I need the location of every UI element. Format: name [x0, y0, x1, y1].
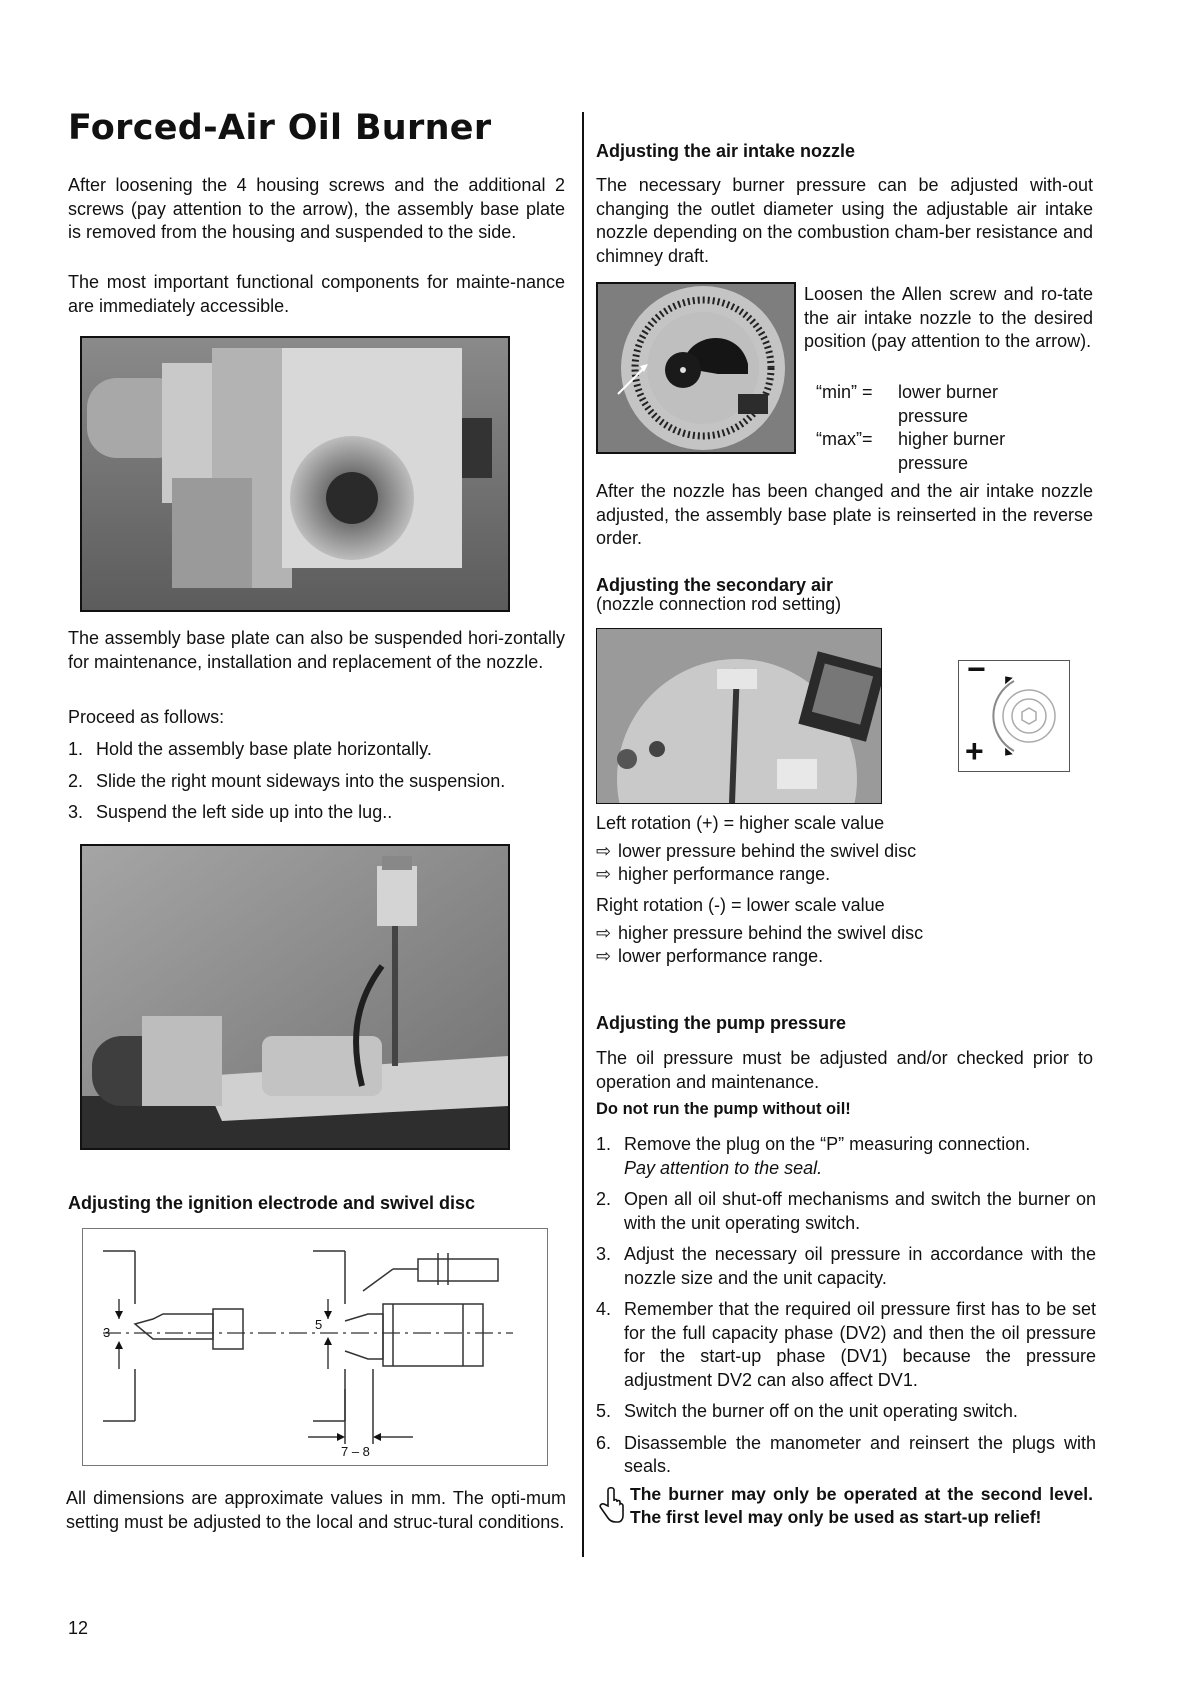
pump-warning: Do not run the pump without oil! [596, 1100, 851, 1118]
step-text: Remember that the required oil pressure first has to be set for the full capacity phase (DV2) and then the oil pressure for the start-up phase (DV1) because the pressure adjustment DV2 can also affect DV1. [624, 1299, 1096, 1390]
dimensions-note: All dimensions are approximate values in mm. The opti-mum setting must be adjusted to the local and struc-tural conditions. [66, 1488, 566, 1532]
step-number: 6. [596, 1432, 612, 1453]
air-intake-paragraph: The necessary burner pressure can be adjusted with-out changing the outlet diameter using the adjustable air intake nozzle depending on the combustion cham-ber resistance and chimney draft. [596, 175, 1093, 266]
left-rotation-line: Left rotation (+) = higher scale value [596, 813, 885, 833]
arrow-icon: ⇨ [596, 946, 612, 966]
loosen-screw-text: Loosen the Allen screw and ro-tate the air intake nozzle to the desired position (pay attention to the arrow). [804, 284, 1093, 351]
arrow-icon: ⇨ [596, 864, 612, 884]
pump-step [596, 1243, 1096, 1290]
step-number: 2. [596, 1189, 612, 1209]
horizontal-paragraph: The assembly base plate can also be suspended hori-zontally for maintenance, installation and replacement of the nozzle. [68, 628, 565, 672]
step-note: Pay attention to the seal. [624, 1157, 823, 1178]
step-number: 4. [596, 1299, 612, 1319]
gap-label-3: 3 [103, 1325, 111, 1340]
intro-paragraph: After loosening the 4 housing screws and the additional 2 screws (pay attention to the arrow), the assembly base plate is removed from the housing and suspended to the side. [68, 175, 565, 242]
step-text: Remove the plug on the “P” measuring connection. [624, 1134, 1031, 1154]
min-row [816, 381, 1096, 428]
air-intake-nozzle-photo [596, 282, 796, 454]
pump-step [596, 1188, 1096, 1235]
right-effect-2 [596, 945, 1096, 968]
procedure-steps [68, 738, 568, 825]
minus-sign: − [967, 651, 986, 687]
ignition-electrode-diagram [82, 1228, 548, 1466]
step-number: 5. [596, 1401, 612, 1421]
arrow-icon: ⇨ [596, 841, 612, 861]
plus-sign: + [965, 733, 984, 769]
pump-step [596, 1432, 1096, 1479]
effect-text: higher performance range. [618, 864, 831, 884]
procedure-step [68, 738, 568, 762]
step-text: Open all oil shut-off mechanisms and switch the burner on with the unit operating switch. [624, 1189, 1096, 1233]
secondary-air-photo [596, 628, 882, 804]
right-effect-1 [596, 922, 1096, 945]
step-number: 3. [596, 1244, 612, 1264]
step-text: Adjust the necessary oil pressure in accordance with the nozzle size and the unit capacity. [624, 1244, 1096, 1288]
burner-assembly-photo [80, 336, 510, 612]
min-max-legend [816, 381, 1096, 475]
rotation-diagram [958, 651, 1070, 772]
components-paragraph: The most important functional components for mainte-nance are immediately accessible. [68, 272, 565, 316]
pump-pressure-heading: Adjusting the pump pressure [596, 1013, 847, 1033]
max-row [816, 428, 1096, 475]
pointing-hand-icon [596, 1486, 626, 1526]
step-number: 3. [68, 802, 84, 822]
pump-pressure-paragraph: The oil pressure must be adjusted and/or checked prior to operation and maintenance. [596, 1048, 1093, 1092]
step-number: 1. [68, 739, 84, 759]
right-rotation-line: Right rotation (-) = lower scale value [596, 895, 885, 915]
rotation-effects [596, 812, 1096, 968]
after-nozzle-paragraph: After the nozzle has been changed and the air intake nozzle adjusted, the assembly base plate is reinserted in the reverse order. [596, 481, 1093, 548]
column-divider [582, 112, 584, 1557]
step-text: Hold the assembly base plate horizontally. [96, 739, 432, 759]
step-text: Disassemble the manometer and reinsert the plugs with seals. [624, 1432, 1096, 1476]
secondary-air-subheading: (nozzle connection rod setting) [596, 594, 842, 614]
effect-text: higher pressure behind the swivel disc [618, 923, 924, 943]
page-number: 12 [68, 1618, 89, 1638]
air-intake-heading: Adjusting the air intake nozzle [596, 141, 856, 161]
min-value: lower burner pressure [898, 382, 999, 426]
effect-text: lower performance range. [618, 946, 824, 966]
step-text: Slide the right mount sideways into the suspension. [96, 770, 506, 791]
arrow-icon: ⇨ [596, 923, 612, 943]
gap-label-5: 5 [315, 1317, 323, 1332]
max-value: higher burner pressure [898, 429, 1006, 473]
pump-steps [596, 1133, 1096, 1479]
ignition-heading: Adjusting the ignition electrode and swivel disc [68, 1193, 476, 1213]
base-plate-horizontal-photo [80, 844, 510, 1150]
left-effect-2 [596, 863, 1096, 886]
step-number: 2. [68, 770, 84, 791]
effect-text: lower pressure behind the swivel disc [618, 841, 917, 861]
step-text: Switch the burner off on the unit operating switch. [624, 1401, 1018, 1421]
procedure-step [68, 770, 568, 794]
procedure-step [68, 801, 568, 825]
distance-label: 7 – 8 [341, 1444, 370, 1459]
min-label: “min” = [816, 382, 873, 402]
pump-step [596, 1400, 1096, 1424]
pump-step [596, 1298, 1096, 1392]
left-effect-1 [596, 840, 1096, 863]
proceed-text: Proceed as follows: [68, 707, 225, 727]
page-title: Forced-Air Oil Burner [68, 108, 492, 148]
pump-step [596, 1133, 1096, 1180]
max-label: “max”= [816, 429, 873, 449]
secondary-air-heading: Adjusting the secondary air [596, 575, 834, 595]
step-number: 1. [596, 1134, 612, 1154]
step-text: Suspend the left side up into the lug.. [96, 802, 393, 822]
operation-warning-note: The burner may only be operated at the second level. The first level may only be used as start-up relief! [630, 1484, 1093, 1527]
